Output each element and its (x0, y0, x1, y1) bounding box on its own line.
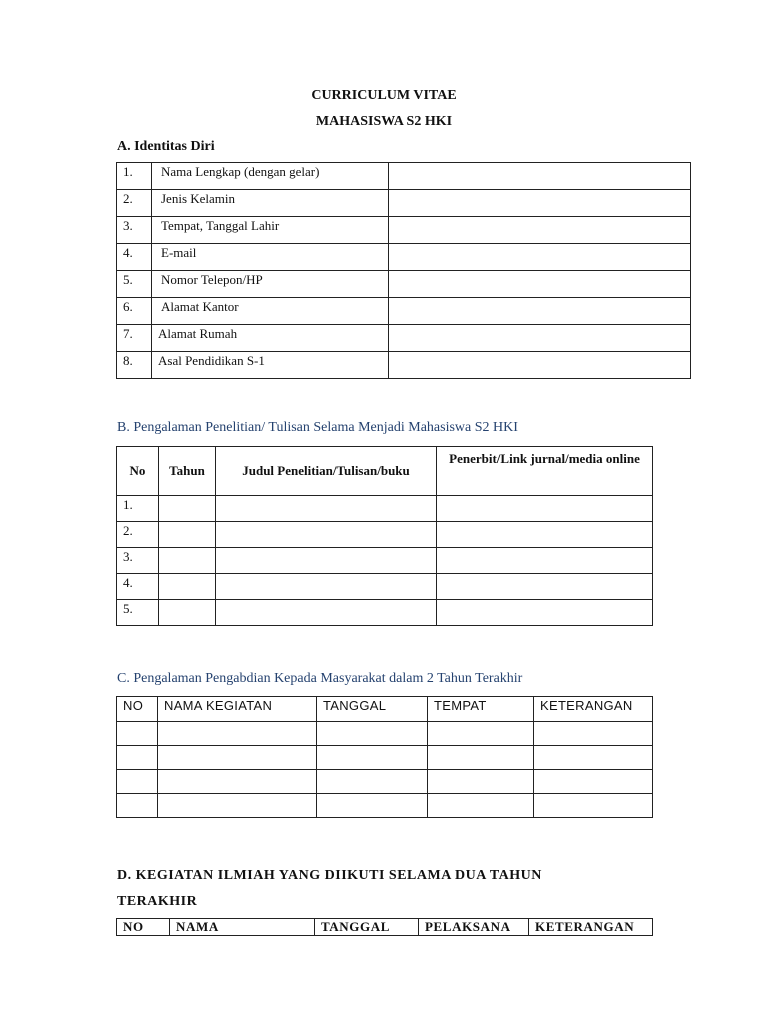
cell[interactable] (159, 600, 216, 626)
column-header-no: NO (117, 697, 158, 722)
cell[interactable] (534, 746, 653, 770)
table-header-row (117, 919, 653, 936)
cell[interactable] (216, 574, 437, 600)
row-number: 8. (117, 352, 152, 379)
row-number: 3. (117, 217, 152, 244)
cell[interactable] (317, 770, 428, 794)
cell[interactable] (216, 548, 437, 574)
column-header-year: Tahun (159, 447, 216, 496)
table-header-row (117, 447, 653, 496)
cell[interactable] (437, 548, 653, 574)
cell[interactable] (216, 600, 437, 626)
value-cell[interactable] (389, 298, 691, 325)
table-row (117, 298, 691, 325)
column-header-date: TANGGAL (317, 697, 428, 722)
table-row (117, 217, 691, 244)
table-row (117, 794, 653, 818)
cell[interactable] (158, 722, 317, 746)
row-number: 4. (117, 244, 152, 271)
cell[interactable] (159, 574, 216, 600)
table-row (117, 746, 653, 770)
row-number: 5. (117, 271, 152, 298)
table-row (117, 244, 691, 271)
cell[interactable] (428, 794, 534, 818)
column-header-place: TEMPAT (428, 697, 534, 722)
table-row (117, 600, 653, 626)
table-row (117, 190, 691, 217)
column-header-title: Judul Penelitian/Tulisan/buku (216, 447, 437, 496)
scientific-activities-table (116, 918, 653, 936)
row-number: 7. (117, 325, 152, 352)
cell[interactable] (317, 722, 428, 746)
cell[interactable] (158, 746, 317, 770)
cell[interactable] (534, 794, 653, 818)
table-row (117, 548, 653, 574)
row-number: 1. (117, 496, 159, 522)
research-table (116, 446, 653, 626)
section-a-heading: A. Identitas Diri (117, 139, 215, 154)
cell[interactable] (437, 574, 653, 600)
cell[interactable] (428, 722, 534, 746)
cell[interactable] (117, 746, 158, 770)
cell[interactable] (534, 770, 653, 794)
row-number: 1. (117, 163, 152, 190)
cell[interactable] (158, 794, 317, 818)
cell[interactable] (428, 746, 534, 770)
value-cell[interactable] (389, 244, 691, 271)
table-row (117, 163, 691, 190)
cell[interactable] (158, 770, 317, 794)
cell[interactable] (317, 746, 428, 770)
cell[interactable] (159, 496, 216, 522)
cell[interactable] (216, 496, 437, 522)
community-service-table (116, 696, 653, 818)
row-label: Nomor Telepon/HP (152, 271, 389, 298)
value-cell[interactable] (389, 325, 691, 352)
row-label: E-mail (152, 244, 389, 271)
table-row (117, 271, 691, 298)
cell[interactable] (117, 794, 158, 818)
column-header-activity: NAMA KEGIATAN (158, 697, 317, 722)
document-title: CURRICULUM VITAE (311, 88, 457, 103)
row-number: 4. (117, 574, 159, 600)
column-header-organizer: PELAKSANA (419, 919, 529, 936)
cell[interactable] (117, 722, 158, 746)
value-cell[interactable] (389, 163, 691, 190)
column-header-notes: KETERANGAN (529, 919, 653, 936)
cell[interactable] (437, 522, 653, 548)
table-row (117, 522, 653, 548)
value-cell[interactable] (389, 190, 691, 217)
table-row (117, 496, 653, 522)
row-label: Asal Pendidikan S-1 (152, 352, 389, 379)
cell[interactable] (216, 522, 437, 548)
row-number: 3. (117, 548, 159, 574)
row-label: Jenis Kelamin (152, 190, 389, 217)
row-number: 2. (117, 522, 159, 548)
table-header-row (117, 697, 653, 722)
cell[interactable] (437, 496, 653, 522)
document-subtitle: MAHASISWA S2 HKI (315, 114, 453, 129)
value-cell[interactable] (389, 271, 691, 298)
table-row (117, 325, 691, 352)
value-cell[interactable] (389, 217, 691, 244)
table-row (117, 770, 653, 794)
row-number: 2. (117, 190, 152, 217)
column-header-publisher: Penerbit/Link jurnal/media online (437, 447, 653, 496)
section-d-heading-continued: TERAKHIR (117, 894, 198, 909)
section-d-heading: D. KEGIATAN ILMIAH YANG DIIKUTI SELAMA DUA TAHUN (117, 868, 542, 883)
cell[interactable] (317, 794, 428, 818)
section-b-heading: B. Pengalaman Penelitian/ Tulisan Selama Menjadi Mahasiswa S2 HKI (117, 420, 518, 435)
cell[interactable] (159, 522, 216, 548)
row-number: 6. (117, 298, 152, 325)
cell[interactable] (159, 548, 216, 574)
cell[interactable] (117, 770, 158, 794)
section-c-heading: C. Pengalaman Pengabdian Kepada Masyarakat dalam 2 Tahun Terakhir (117, 671, 523, 686)
column-header-date: TANGGAL (315, 919, 419, 936)
cell[interactable] (428, 770, 534, 794)
column-header-no: NO (117, 919, 170, 936)
value-cell[interactable] (389, 352, 691, 379)
table-row (117, 722, 653, 746)
cell[interactable] (534, 722, 653, 746)
row-number: 5. (117, 600, 159, 626)
row-label: Alamat Kantor (152, 298, 389, 325)
row-label: Nama Lengkap (dengan gelar) (152, 163, 389, 190)
identity-table (116, 162, 691, 379)
table-row (117, 352, 691, 379)
column-header-notes: KETERANGAN (534, 697, 653, 722)
row-label: Tempat, Tanggal Lahir (152, 217, 389, 244)
cell[interactable] (437, 600, 653, 626)
row-label: Alamat Rumah (152, 325, 389, 352)
table-row (117, 574, 653, 600)
column-header-no: No (117, 447, 159, 496)
column-header-name: NAMA (170, 919, 315, 936)
